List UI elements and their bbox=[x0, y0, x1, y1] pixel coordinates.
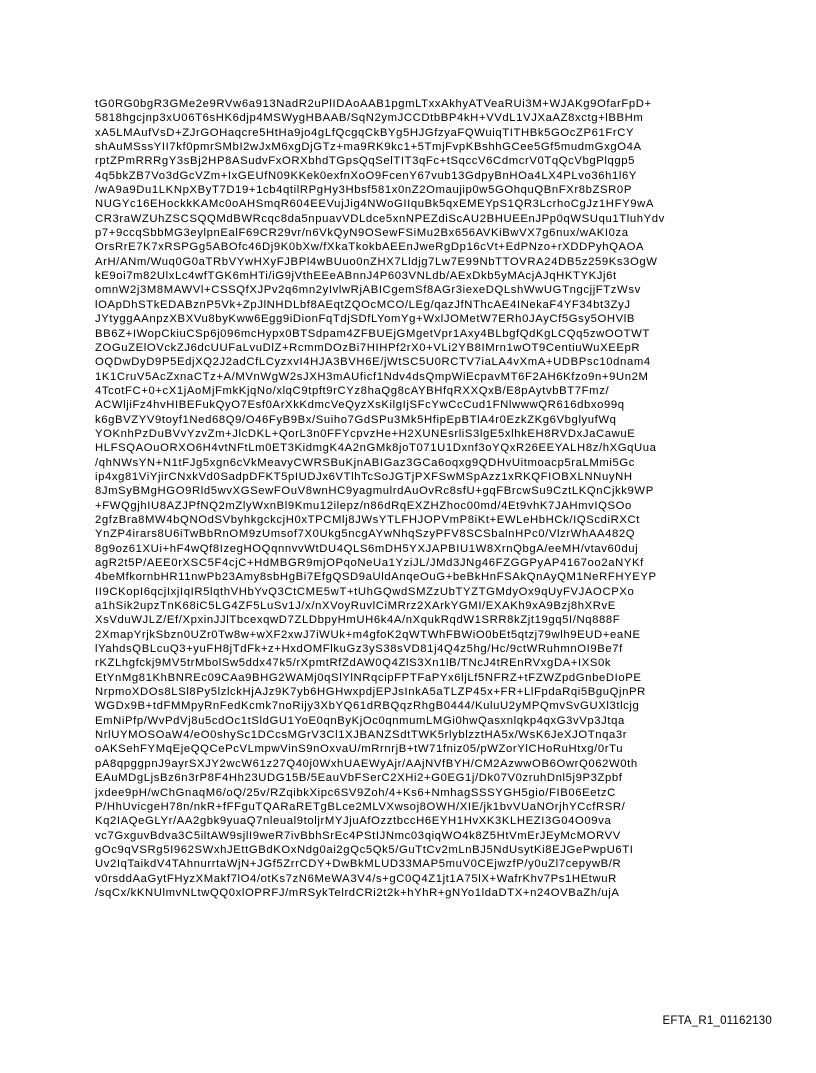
encoded-text-line: rptZPmRRRgY3sBj2HP8ASudvFxORXbhdTGpsQqSelTIT3qFc+tSqccV6CdmcrV0TqQcVbgPlqgp5 bbox=[95, 155, 636, 168]
encoded-text-line: agR2t5P/AEE0rXSC5F4cjC+HdMBGR9mjOPqoNeUa1YziJL/JMd3JNg46FZGGPyAP4167oo2aNYKf bbox=[95, 557, 644, 569]
encoded-text-line: CR3raWZUhZSCSQQMdBWRcqc8da5npuavVDLdce5xnNPEZdiScAU2BHUEEnJPp0qWSUqu1TluhYdv bbox=[95, 212, 665, 225]
encoded-text-line: WGDx9B+tdFMMpyRnFedKcmk7noRijy3XbYQ61dRBQqzRhgB0444/KuluU2yMPQmvSvGUXl3tlcjg bbox=[95, 700, 640, 713]
encoded-text-line: NrlUYMOSOaW4/eO0shySc1DCcsMGrV3Cl1XJBANZSdtTWK5rlyblzztHA5x/WsK6JeXJOTnqa3r bbox=[95, 729, 628, 742]
encoded-text-line: BB6Z+IWopCkiuCSp6j096mcHypx0BTSdpam4ZFBUEjGMgetVpr1Axy4BLbgfQdKgLCQq5zwOOTWT bbox=[95, 327, 650, 340]
encoded-text-line: 5818hgcjnp3xU06T6sHK6djp4MSWygHBAAB/SqN2ymJCCDtbBP4kH+VVdL1VJXaAZ8xctg+lBBHm bbox=[95, 112, 644, 125]
encoded-text-block bbox=[95, 97, 735, 900]
encoded-text-line: lOApDhSTkEDABznP5Vk+ZpJlNHDLbf8AEqtZQOcMCO/LEg/qazJfNThcAE4INekaF4YF34bt3ZyJ bbox=[95, 298, 631, 311]
encoded-text-line: v0rsddAaGytFHyzXMakf7lO4/otKs7zN6MeWA3V4/s+gC0Q4Z1jt1A75lX+WafrKhv7Ps1HEtwuR bbox=[95, 872, 617, 885]
encoded-text-line: shAuMSssYII7kf0pmrSMbI2wJxM6xgDjGTz+ma9RK9kc1+5TmjFvpKBshhGCee5Gf5mudmGxgO4A bbox=[95, 141, 642, 154]
encoded-text-line: tG0RG0bgR3GMe2e9RVw6a913NadR2uPlIDAoAAB1pgmLTxxAkhyATVeaRUi3M+WJAKg9OfarFpD+ bbox=[95, 98, 652, 110]
encoded-text-line: P/HhUvicgeH78n/nkR+fFFguTQARaRETgBLce2MLVXwsoj8OWH/XIE/jk1bvVUaNOrjhYCcfRSR/ bbox=[95, 800, 626, 813]
encoded-text-line: II9CKopI6qcjIxjIqIR5lqthVHbYvQ3CtCME5wT+tUhGQwdSMZzUbTYZTGMdyOx9qUyFVJAOCPXo bbox=[95, 585, 635, 598]
encoded-text-line: rKZLhgfckj9MV5trMbolSw5ddx47k5/rXpmtRfZdAW0Q4ZlS3Xn1lB/TNcJ4tREnRVxgDA+IXS0k bbox=[95, 657, 612, 670]
encoded-text-line: ArH/ANm/Wuq0G0aTRbVYwHXyFJBPl4wBUuo0nZHX7Lldjg7Lw7E99NbTTOVRA24DB5z259Ks3OgW bbox=[95, 255, 658, 268]
encoded-text-line: HLFSQAOuORXO6H4vtNFtLm0ET3KidmgK4A2nGMk8joT071U1Dxnf3oYQxR26EEYALH8z/hXGqUua bbox=[95, 442, 657, 455]
encoded-text-line: ACWljiFz4hvHIBEFukQyO7Esf0ArXkKdmcVeQyzXsKilgIjSFcYwCcCud1FNlwwwQR616dbxo99q bbox=[95, 399, 625, 412]
encoded-text-line: /sqCx/kKNUlmvNLtwQQ0xlOPRFJ/mRSykTelrdCRi2t2k+hYhR+gNYo1ldaDTX+n24OVBaZh/ujA bbox=[95, 886, 620, 899]
encoded-text-line: vc7GxguvBdva3C5iltAW9sjlI9weR7ivBbhSrEc4PStIJNmc03qiqWO4k8Z5HtVmErJEyMcMORVV bbox=[95, 829, 621, 842]
encoded-text-line: /qhNWsYN+N1tFJg5xgn6cVkMeavyCWRSBuKjnABIGaz3GCa6oqxg9QDHvUitmoacp5raLMmi5Gc bbox=[95, 456, 636, 469]
encoded-text-line: 4beMfkornbHR11nwPb23Amy8sbHgBi7EfgQSD9aUldAnqeOuG+beBkHnFSAkQnAyQM1NeRFHYEYP bbox=[95, 571, 657, 584]
encoded-text-line: 1K1CruV5AcZxnaCTz+A/MVnWgW2sJXH3mAUficf1Ndv4dsQmpWiEcpavMT6F2AH6Kfzo9n+9Un2M bbox=[95, 370, 649, 383]
encoded-text-line: kE9oi7m82UlxLc4wfTGK6mHTi/iG9jVthEEeABnnJ4P603VNLdb/AExDkb5yMAcjAJqHKTYKJj6t bbox=[95, 270, 617, 283]
encoded-text-line: ip4xg81ViYjirCNxkVd0SadpDFKT5pIUDJx6VTlhTcSoJGTjPXFSwMSpAzz1xRKQFIOBXLNNuyNH bbox=[95, 470, 633, 483]
encoded-text-line: NrpmoXDOs8LSl8Py5lzlckHjAJz9K7yb6HGHwxpdjEPJsInkA5aTLZP45x+FR+LlFpdaRqi5BguQjnPR bbox=[95, 686, 646, 699]
encoded-text-line: 8g9oz61XUi+hF4wQf8IzegHOQqnnvvWtDU4QLS6mDH5YXJAPBIU1W8XrnQbgA/eeMH/vtav60duj bbox=[95, 542, 639, 555]
encoded-text-line: YOKnhPzDuBVvYzvZm+JlcDKL+QorL3n0FFYcpvzHe+H2XUNEsrliS3lgE5xlhkEH8RVDxJaCawuE bbox=[95, 427, 636, 440]
encoded-text-line: EmNiPfp/WvPdVj8u5cdOc1tSldGU1YoE0qnByKjOc0qnmumLMGi0hwQasxnlqkp4qxG3vVp3Jtqa bbox=[95, 714, 625, 727]
encoded-text-line: xA5LMAufVsD+ZJrGOHaqcre5HtHa9jo4gLfQcgqCkBYg5HJGfzyaFQWuiqTITHBk5GOcZP61FrCY bbox=[95, 126, 635, 139]
encoded-text-line: 4q5bkZB7Vo3dGcVZm+IxGEUfN09KKek0exfnXoO9FcenY67vub13GdpyBnHOa4LX4PLvo36h1l6Y bbox=[95, 169, 638, 182]
encoded-text-line: 4TcotFC+0+cX1jAoMjFmkKjqNo/xlqC9tpft9rCYz8haQg8cAYBHfqRXXQxB/E8pAytvbBT7Fmz/ bbox=[95, 384, 610, 397]
encoded-text-line: /wA9a9Du1LKNpXByT7D19+1cb4qtilRPgHy3Hbsf581x0nZ2Omaujip0w5GOhquQBnFXr8bZSR0P bbox=[95, 184, 632, 197]
encoded-text-line: 2gfzBra8MW4bQNOdSVbyhkgckcjH0xTPCMlj8JWsYTLFHJOPVmP8iKt+EWLeHbHCk/IQScdiRXCt bbox=[95, 513, 640, 526]
encoded-text-line: oAKSehFYMqEjeQQCePcVLmpwVinS9nOxvaU/mRrnrjB+tW71fniz05/pWZorYlCHoRuHtxg/0rTu bbox=[95, 743, 624, 756]
encoded-text-line: Kq2IAQeGLYr/AA2gbk9yuaQ7nleual9toljrMYJjuAfOzztbccH6EYH1HvXK3KLHEZI3G04O09va bbox=[95, 815, 612, 828]
encoded-text-line: a1hSik2upzTnK68iC5LG4ZF5LuSv1J/x/nXVoyRuvlCiMRrz2XArkYGMI/EXAKh9xA9Bzj8hXRvE bbox=[95, 600, 616, 613]
encoded-text-line: NUGYc16EHockkKAMc0oAHSmqR604EEVujJig4NWoGIIquBk5qxEMEYpS1QR3LcrhoCgJz1HFY9wA bbox=[95, 198, 654, 211]
encoded-text-line: k6gBVZYV9toyf1Ned68Q9/O46FyB9Bx/Suiho7GdSPu3Mk5HfipEpBTlA4r0EzkZKg6VbglyufWq bbox=[95, 413, 617, 426]
encoded-text-line: 2XmapYrjkSbzn0UZr0Tw8w+wXF2xwJ7iWUk+m4gfoK2qWTWhFBWiO0bEt5qtzj79wlh9EUD+eaNE bbox=[95, 628, 641, 641]
encoded-text-line: YnZP4irars8U6iTwBbRnOM9zUmsof7X0Ukg5ncgAYwNhqSzyPFV8SCSbalnHPc0/VlzrWhAA482Q bbox=[95, 528, 636, 541]
encoded-text-line: OrsRrE7K7xRSPGg5ABOfc46Dj9K0bXw/fXkaTkokbAEEnJweRgDp16cVt+EdPNzo+rXDDPyhQAOA bbox=[95, 241, 645, 254]
encoded-text-line: gOc9qVSRg5I962SWxhJEttGBdKOxNdg0ai2gQc5Qk5/GuTtCv2mLnBJ5NdUsytKi8EJGePwpU6TI bbox=[95, 843, 634, 856]
encoded-text-line: XsVduWJLZ/Ef/XpxinJJlTbcexqwD7ZLDbpyHmUH6k4A/nXqukRqdW1SRR8kZjt19gq5I/Nq888F bbox=[95, 614, 621, 627]
encoded-text-line: OQDwDyD9P5EdjXQ2J2adCfLCyzxvI4HJA3BVH6E/jWtSC5U0RCTV7iaLA4vXmA+UDBPsc10dnam4 bbox=[95, 356, 651, 369]
encoded-text-line: ZOGuZElOVckZJ6dcUUFaLvuDlZ+RcmmDOzBi7HIHPf2rX0+VLi2YB8IMrn1wOT9CentiuWuXEEpR bbox=[95, 341, 641, 354]
encoded-text-line: EtYnMg81KhBNREc09CAa9BHG2WAMj0qSlYlNRqcipFPTFaPYx6ljLf5NFRZ+tFZWZpdGnbeDIoPE bbox=[95, 671, 642, 684]
encoded-text-line: jxdee9pH/wChGnaqM6/oQ/25v/RZqibkXipc6SV9Zoh/4+Ks6+NmhagSSSYGH5gio/FIB06EetzC bbox=[95, 786, 616, 799]
encoded-text-line: lYahdsQBLcuQ3+yuFH8jTdFk+z+HxdOMFlkuGz3yS38sVD81j4Q4z5hg/Hc/9ctWRuhmnOI9Be7f bbox=[95, 643, 623, 656]
encoded-text-line: +FWQgjhIU8AZJPfNQ2mZlyWxnBl9Kmu12ilepz/n86dRqEXZHZhoc00md/4Et9vhK7JAHmvIQSOo bbox=[95, 499, 632, 512]
encoded-text-line: 8JmSyBMgHGO9Rld5wvXGSewFOuV8wnHC9yagmulrdAuOvRc8sfU+gqFBrcwSu9CztLKQnCjkk9WP bbox=[95, 485, 654, 498]
document-id-label: EFTA_R1_01162130 bbox=[662, 1015, 772, 1027]
encoded-text-line: Uv2IqTaikdV4TAhnurrtaWjN+JGf5ZrrCDY+DwBkMLUD33MAP5muV0CEjwzfP/y0uZl7cepywB/R bbox=[95, 858, 622, 871]
encoded-text-line: JYtyggAAnpzXBXVu8byKww6Egg9iDionFqTdjSDfLYomYg+WxlJOMetW7ERh0JAyCf5Gsy5OHVlB bbox=[95, 313, 636, 326]
encoded-text-line: omnW2j3M8MAWVl+CSSQfXJPv2q6mn2yIvlwRjABICgemSf8AGr3iexeDQLshWwUGTngcjjFTzWsv bbox=[95, 284, 641, 297]
encoded-text-line: pA8qpggpnJ9ayrSXJY2wcW61z27Q40j0WxhUAEWyAjr/AAjNVfBYH/CM2AzwwOB6OwrQ062W0th bbox=[95, 757, 638, 770]
encoded-text-line: EAuMDgLjsBz6n3rP8F4Hh23UDG15B/5EauVbFSerC2XHi2+G0EG1j/Dk07V0zruhDnl5j9P3Zpbf bbox=[95, 772, 623, 785]
encoded-text-line: p7+9ccqSbbMG3eylpnEalF69CR29vr/n6VkQyN9OSewFSiMu2Bx656AVKiBwVX7g6nux/wAKI0za bbox=[95, 227, 629, 240]
